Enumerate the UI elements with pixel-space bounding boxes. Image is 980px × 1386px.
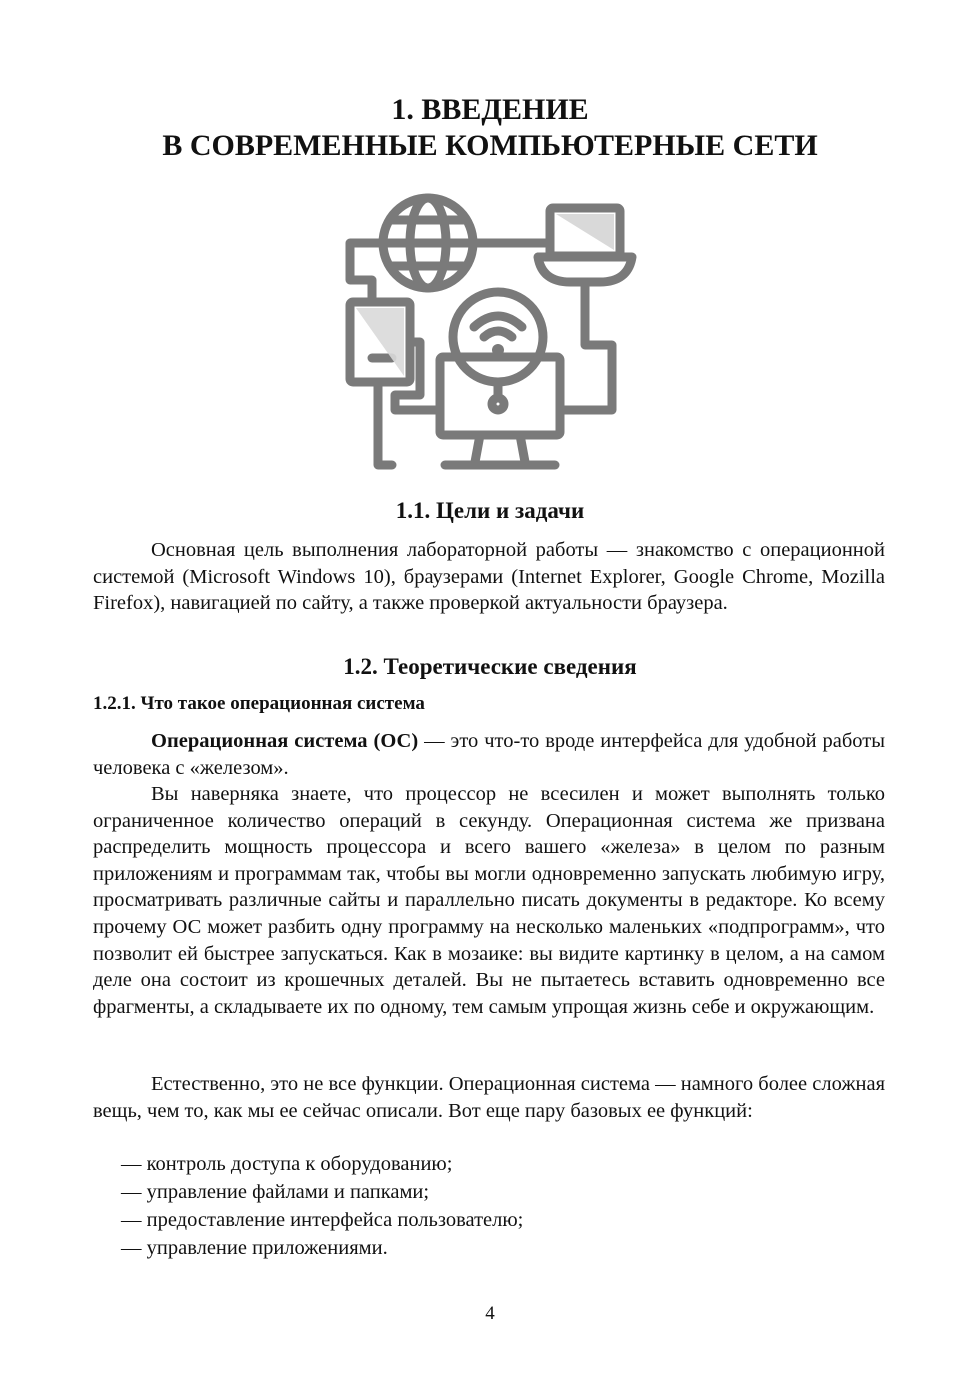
list-item: — предоставление интерфейса пользователю; <box>121 1209 524 1231</box>
os-description-paragraph: Вы наверняка знаете, что процессор не всесилен и может выполнять только ограниченное количество операций в секунду. Операционная система же призвана распределить мощность процессора и всего вашего «железа» в целом по разным приложениям и программам так, чтобы вы могли одновременно запускать любимую игру, просматривать различные сайты и параллельно писать документы в редакторе. Ко всему прочему ОС может разбить одну программу на несколько маленьких «подпрограмм», что позволит ей быстрее запускаться. Как в мозаике: вы видите картинку в целом, а на самом деле она состоит из крошечных деталей. Вы не пытаетесь вставить одновременно все фрагменты, а складываете их по одному, тем самым упрощая жизнь себе и окружающим. <box>93 783 885 1018</box>
os-functions-intro-paragraph: Естественно, это не все функции. Операционная система — намного более сложная вещь, чем то, как мы ее сейчас описали. Вот еще пару базовых ее функций: <box>93 1073 885 1122</box>
os-functions-list <box>121 1150 881 1262</box>
goals-paragraph: Основная цель выполнения лабораторной работы — знакомство с операционной системой (Microsoft Windows 10), браузерами (Internet Explorer, Google Chrome, Mozilla Firefox), навигацией по сайту, а также проверкой актуальности браузера. <box>93 539 885 615</box>
network-devices-icon <box>340 190 640 480</box>
subsection-heading-os: 1.2.1. Что такое операционная система <box>93 693 425 714</box>
page-number: 4 <box>485 1303 495 1324</box>
os-definition-term: Операционная система (ОС) <box>151 730 419 752</box>
chapter-title <box>0 92 980 164</box>
list-item: — управление приложениями. <box>121 1237 388 1259</box>
chapter-title-line-1: 1. ВВЕДЕНИЕ <box>391 93 589 126</box>
section-heading-theory: 1.2. Теоретические сведения <box>343 654 637 679</box>
os-definition-paragraph <box>93 728 885 781</box>
list-item: — контроль доступа к оборудованию; <box>121 1153 453 1175</box>
os-definition-text: — это что-то вроде интерфейса для удобной работы человека с «железом». <box>93 730 886 779</box>
chapter-title-line-2: В СОВРЕМЕННЫЕ КОМПЬЮТЕРНЫЕ СЕТИ <box>162 129 818 162</box>
section-heading-goals: 1.1. Цели и задачи <box>395 498 585 523</box>
list-item: — управление файлами и папками; <box>121 1181 430 1203</box>
